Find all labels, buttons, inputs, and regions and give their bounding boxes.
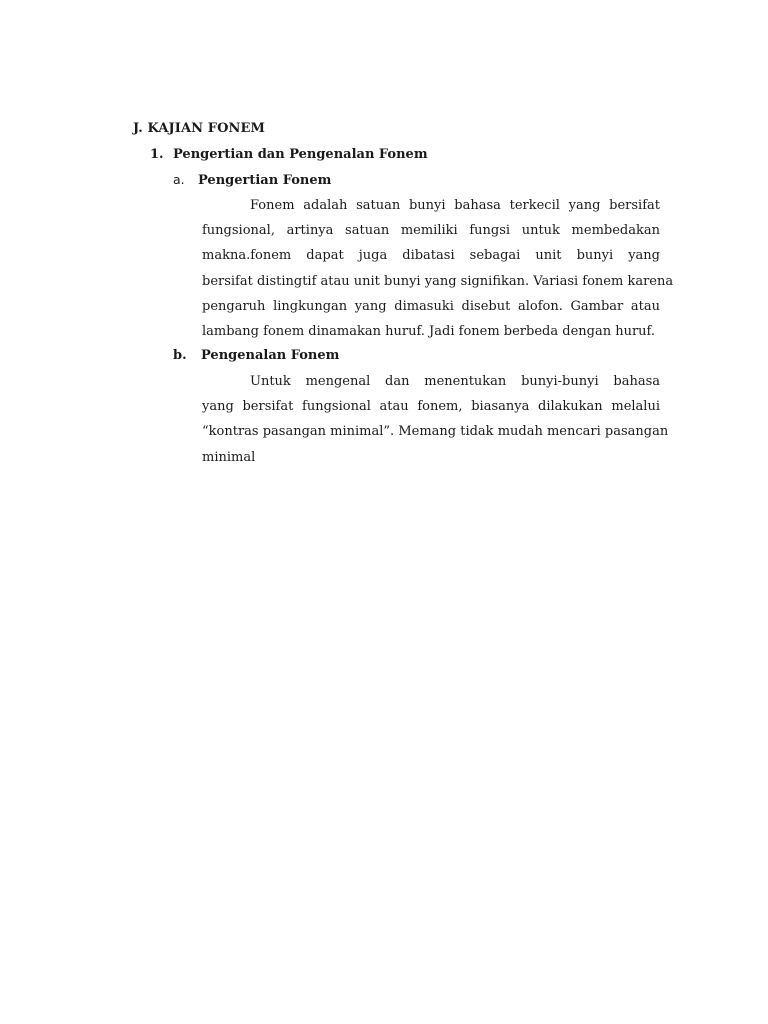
numbered-item-heading	[150, 147, 428, 162]
paragraph-line: makna.fonem dapat juga dibatasi sebagai unit bunyi yang	[202, 248, 660, 264]
paragraph-line: pengaruh lingkungan yang dimasuki disebut alofon. Gambar atau	[202, 298, 660, 314]
subsection-a-title: Pengertian Fonem	[198, 173, 332, 188]
paragraph-line: minimal	[202, 449, 256, 465]
paragraph-line: Untuk mengenal dan menentukan bunyi-bunyi bahasa	[250, 374, 660, 389]
subsection-b-heading	[173, 348, 339, 363]
paragraph-line: fungsional, artinya satuan memiliki fungsi untuk membedakan	[202, 223, 660, 239]
paragraph-line: Fonem adalah satuan bunyi bahasa terkecil yang bersifat	[250, 198, 660, 213]
paragraph-line: lambang fonem dinamakan huruf. Jadi fonem berbeda dengan huruf.	[202, 323, 656, 339]
paragraph-line: bersifat distingtif atau unit bunyi yang signifikan. Variasi fonem karena	[202, 273, 674, 289]
subsection-a-heading	[173, 172, 331, 188]
subsection-b-paragraph	[202, 369, 669, 470]
subsection-a-paragraph	[202, 193, 674, 344]
item-title: Pengertian dan Pengenalan Fonem	[173, 147, 428, 162]
subsection-b-title: Pengenalan Fonem	[201, 348, 340, 363]
paragraph-line: yang bersifat fungsional atau fonem, biasanya dilakukan melalui	[202, 399, 660, 415]
item-number: 1.	[150, 147, 164, 162]
section-heading: J. KAJIAN FONEM	[133, 121, 266, 136]
paragraph-line: “kontras pasangan minimal”. Memang tidak mudah mencari pasangan	[202, 424, 669, 440]
subsection-a-marker: a.	[173, 172, 185, 187]
subsection-b-marker: b.	[173, 348, 187, 363]
